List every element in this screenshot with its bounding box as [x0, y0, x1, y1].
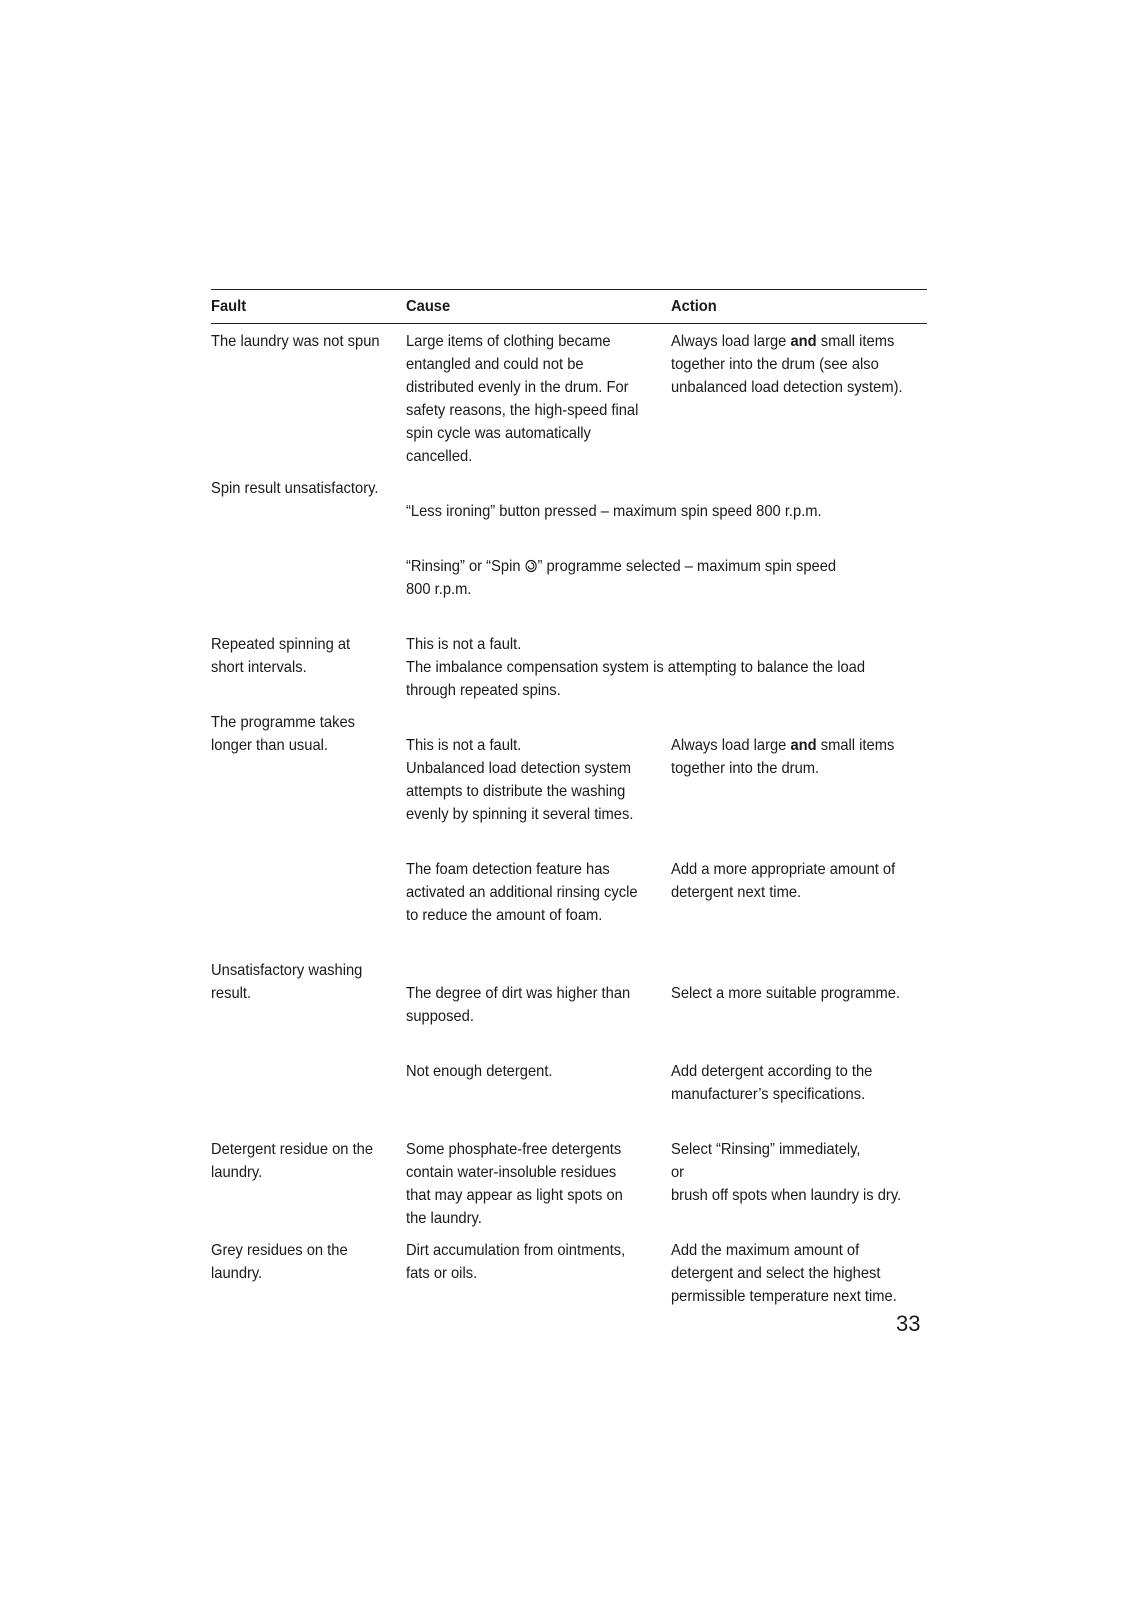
header-fault: Fault — [211, 297, 247, 315]
header-cause: Cause — [406, 297, 451, 315]
action-cell: Always load large and small items together into the drum. Add a more appropriate amount of detergent next time. — [671, 737, 896, 901]
cause-cell: This is not a fault. Unbalanced load detection system attempts to distribute the washing evenly by spinning it several times. The foam detection feature has activated an additional rinsing cycle to reduce the amount of foam. — [406, 737, 638, 924]
cause-cell: Some phosphate-free detergents contain water-insoluble residues that may appear as light spots on the laundry. — [406, 1141, 623, 1227]
action-cell: Select a more suitable programme. Add detergent according to the manufacturer’s specifications. — [671, 985, 901, 1103]
cause-action-cell: “Less ironing” button pressed – maximum spin speed 800 r.p.m. “Rinsing” or “Spin ” programme selected – maximum spin speed 800 r.p.m. — [406, 503, 837, 598]
fault-cell: Detergent residue on the laundry. — [211, 1141, 374, 1181]
fault-cell: The programme takes longer than usual. — [211, 714, 355, 754]
action-cell: Always load large and small items together into the drum (see also unbalanced load detection system). — [671, 333, 903, 396]
cause-cell: Dirt accumulation from ointments, fats or oils. — [406, 1242, 626, 1282]
header-action: Action — [671, 297, 717, 315]
table-row — [211, 959, 927, 1129]
table-header — [211, 290, 927, 324]
page-number: 33 — [896, 1311, 921, 1336]
cause-cell: The degree of dirt was higher than supposed. Not enough detergent. — [406, 985, 631, 1080]
cause-action-cell: This is not a fault. The imbalance compensation system is attempting to balance the load through repeated spins. — [406, 636, 866, 699]
fault-cell: Spin result unsatisfactory. — [211, 480, 379, 497]
table-row — [211, 1138, 927, 1230]
action-cell: Select “Rinsing” immediately, or brush off spots when laundry is dry. — [671, 1141, 902, 1204]
fault-cell: Grey residues on the laundry. — [211, 1242, 348, 1282]
fault-cell: The laundry was not spun — [211, 333, 380, 350]
table-row — [211, 633, 927, 702]
spin-icon — [525, 559, 538, 573]
fault-cell: Unsatisfactory washing result. — [211, 962, 363, 1002]
table-row — [211, 711, 927, 950]
table-row — [211, 1239, 927, 1308]
fault-cell: Repeated spinning at short intervals. — [211, 636, 351, 676]
troubleshooting-table — [211, 289, 927, 1308]
table-row — [211, 330, 927, 468]
action-cell: Add the maximum amount of detergent and select the highest permissible temperature next time. — [671, 1242, 897, 1305]
cause-cell: Large items of clothing became entangled and could not be distributed evenly in the drum. For safety reasons, the high-speed final spin cycle was automatically cancelled. — [406, 333, 639, 465]
table-row — [211, 477, 927, 624]
